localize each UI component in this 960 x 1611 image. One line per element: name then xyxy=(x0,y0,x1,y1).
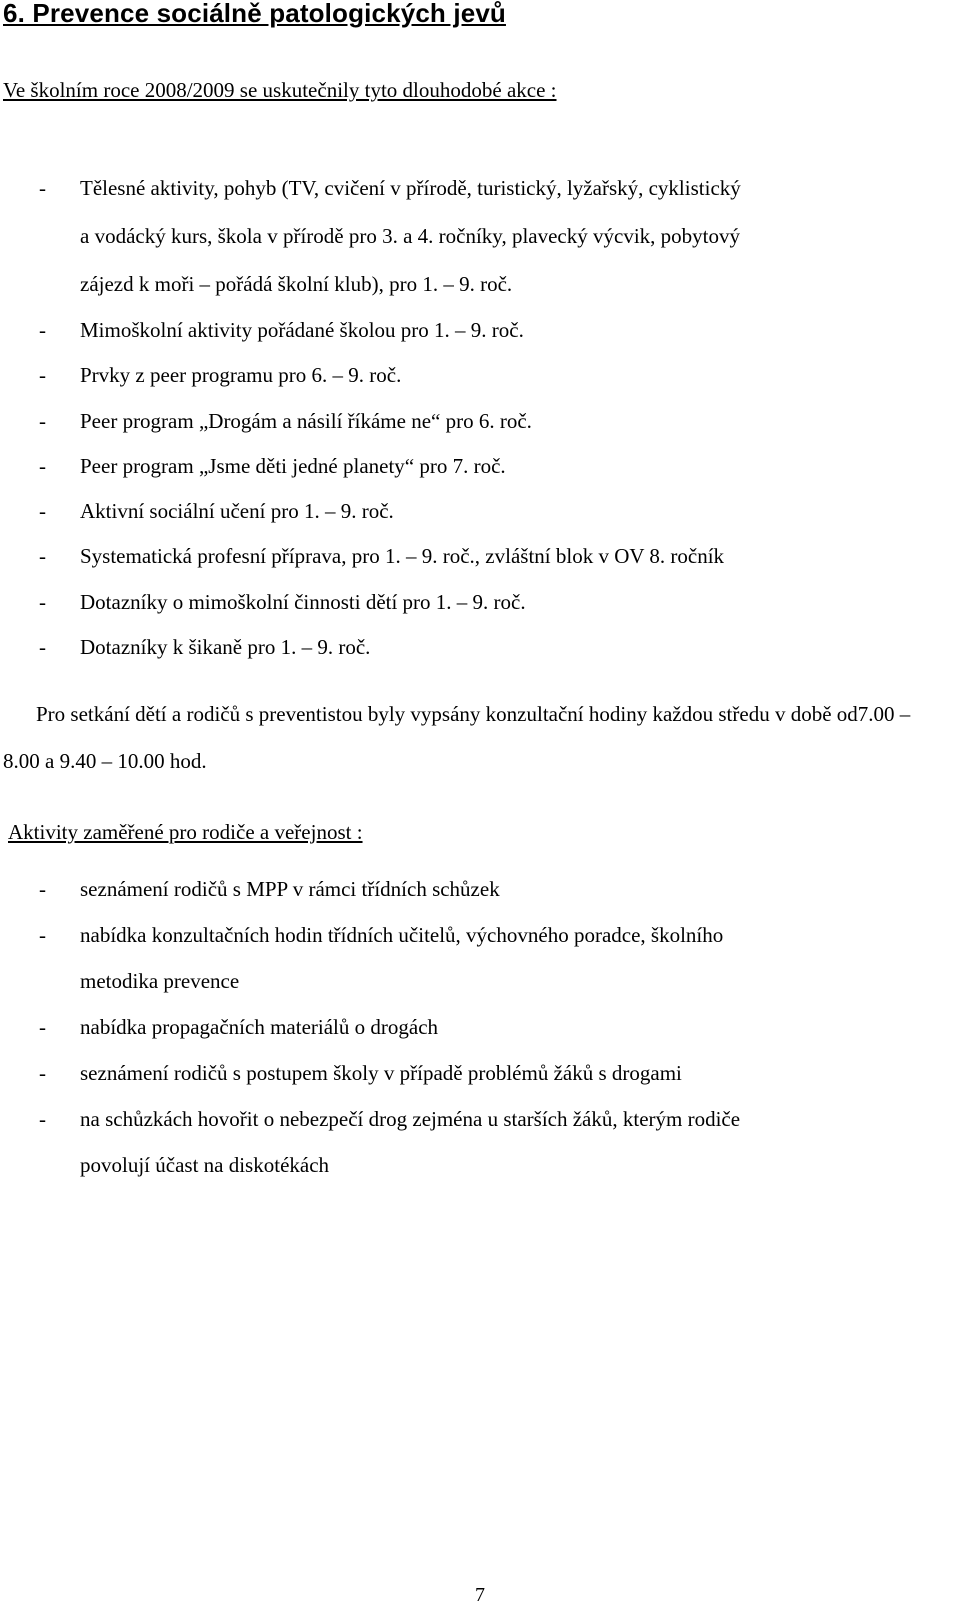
list-item-line: na schůzkách hovořit o nebezpečí drog zejména u starších žáků, kterým rodiče xyxy=(80,1107,741,1131)
parents-activities-list xyxy=(0,866,940,1188)
list-item-line: Dotazníky k šikaně pro 1. – 9. roč. xyxy=(80,635,371,660)
list-dash: - xyxy=(39,318,46,342)
list-item-line: a vodácký kurs, škola v přírodě pro 3. a 4. ročníky, plavecký výcvik, pobytový xyxy=(80,224,740,248)
list-item xyxy=(0,1096,940,1188)
list-item-line: seznámení rodičů s postupem školy v případě problémů žáků s drogami xyxy=(80,1061,682,1085)
section-heading-prevention: 6. Prevence sociálně patologických jevů xyxy=(3,0,506,28)
list-item-line: Systematická profesní příprava, pro 1. – 9. roč., zvláštní blok v OV 8. ročník xyxy=(80,544,725,569)
list-item xyxy=(0,164,940,308)
list-item xyxy=(0,912,940,1004)
list-dash: - xyxy=(39,1107,46,1131)
list-item-line: Peer program „Drogám a násilí říkáme ne“ pro 6. roč. xyxy=(80,408,532,433)
list-item xyxy=(0,534,940,579)
list-dash: - xyxy=(39,544,46,569)
list-dash: - xyxy=(39,923,46,947)
long-term-actions-list xyxy=(0,164,940,670)
list-item-line: Tělesné aktivity, pohyb (TV, cvičení v přírodě, turistický, lyžařský, cyklistický xyxy=(80,176,741,200)
list-item xyxy=(0,353,940,398)
list-item xyxy=(0,308,940,353)
list-item-line: Mimoškolní aktivity pořádané školou pro 1. – 9. roč. xyxy=(80,318,524,342)
intro-text: Ve školním roce 2008/2009 se uskutečnily tyto dlouhodobé akce : xyxy=(3,78,557,102)
list-dash: - xyxy=(39,877,46,901)
list-dash: - xyxy=(39,589,46,614)
list-dash: - xyxy=(39,635,46,660)
list-item-line: metodika prevence xyxy=(80,969,240,993)
consultation-paragraph: Pro setkání dětí a rodičů s preventistou byly vypsány konzultační hodiny každou středu v době od7.00 – 8.00 a 9.40 – 10.00 hod. xyxy=(3,702,911,773)
list-dash: - xyxy=(39,176,46,200)
list-item xyxy=(0,580,940,625)
list-item-line: Dotazníky o mimoškolní činnosti dětí pro 1. – 9. roč. xyxy=(80,589,526,614)
list-dash: - xyxy=(39,1061,46,1085)
list-item-line: povolují účast na diskotékách xyxy=(80,1153,330,1177)
list-item-line: nabídka propagačních materiálů o drogách xyxy=(80,1015,439,1039)
list-dash: - xyxy=(39,408,46,433)
list-item xyxy=(0,489,940,534)
list-dash: - xyxy=(39,363,46,388)
list-item-line: Prvky z peer programu pro 6. – 9. roč. xyxy=(80,363,402,388)
list-item-line: Peer program „Jsme děti jedné planety“ pro 7. roč. xyxy=(80,453,506,478)
list-dash: - xyxy=(39,1015,46,1039)
list-item xyxy=(0,444,940,489)
list-item xyxy=(0,625,940,670)
list-dash: - xyxy=(39,453,46,478)
list-item xyxy=(0,1050,940,1096)
list-item xyxy=(0,399,940,444)
list-item-line: Aktivní sociální učení pro 1. – 9. roč. xyxy=(80,499,394,524)
list-item-line: zájezd k moři – pořádá školní klub), pro 1. – 9. roč. xyxy=(80,272,513,296)
list-item-line: nabídka konzultačních hodin třídních učitelů, výchovného poradce, školního xyxy=(80,923,724,947)
list-item xyxy=(0,866,940,912)
list-dash: - xyxy=(39,499,46,524)
list-item-line: seznámení rodičů s MPP v rámci třídních schůzek xyxy=(80,877,500,901)
list-item xyxy=(0,1004,940,1050)
parents-activities-heading: Aktivity zaměřené pro rodiče a veřejnost : xyxy=(8,820,363,844)
page-number: 7 xyxy=(475,1584,485,1606)
